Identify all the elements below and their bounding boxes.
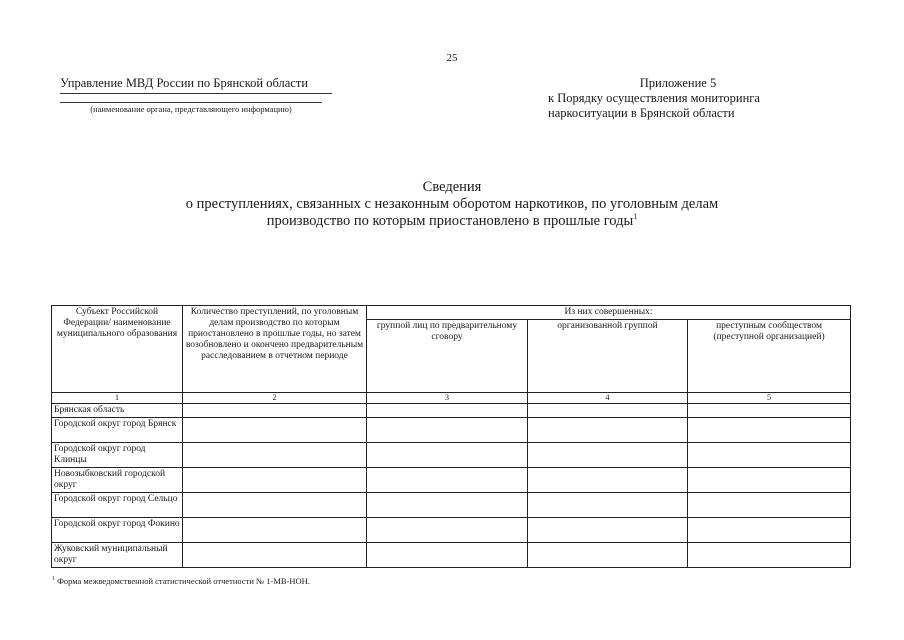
region-name: Новозыбковский городской округ	[52, 468, 183, 493]
value-cell[interactable]	[528, 468, 688, 493]
table-row	[52, 418, 851, 443]
value-cell[interactable]	[528, 518, 688, 543]
col2-header: Количество преступлений, по уголовным делам производство по которым приостановлено в прошлые годы, но затем возобновлено и окончено предварительным расследованием в отчетном периоде	[183, 306, 367, 393]
value-cell[interactable]	[688, 404, 851, 418]
col5-header: преступным сообществом (преступной организацией)	[688, 320, 851, 393]
value-cell[interactable]	[183, 468, 367, 493]
title-line-2: о преступлениях, связанных с незаконным оборотом наркотиков, по уголовным делам	[185, 196, 719, 212]
value-cell[interactable]	[528, 404, 688, 418]
region-name: Городской округ город Клинцы	[52, 443, 183, 468]
value-cell[interactable]	[367, 418, 528, 443]
appendix-block	[548, 76, 788, 121]
footnote	[52, 576, 310, 586]
region-name: Городской округ город Брянск	[52, 418, 183, 443]
region-name: Городской округ город Сельцо	[52, 493, 183, 518]
table-row	[52, 468, 851, 493]
table-row	[52, 518, 851, 543]
data-table	[51, 305, 851, 568]
organization-name: Управление МВД России по Брянской области	[60, 76, 332, 94]
table-row	[52, 404, 851, 418]
value-cell[interactable]	[183, 443, 367, 468]
region-name: Брянская область	[52, 404, 183, 418]
value-cell[interactable]	[688, 468, 851, 493]
appendix-line-2: наркоситуации в Брянской области	[548, 106, 735, 120]
table-row	[52, 493, 851, 518]
value-cell[interactable]	[183, 493, 367, 518]
region-name: Городской округ город Фокино	[52, 518, 183, 543]
col-number: 4	[528, 393, 688, 404]
title-line-3-wrap	[100, 213, 804, 230]
value-cell[interactable]	[528, 543, 688, 568]
title-footnote-mark: 1	[633, 212, 638, 222]
value-cell[interactable]	[528, 418, 688, 443]
col-number: 3	[367, 393, 528, 404]
page-number: 25	[446, 52, 458, 64]
value-cell[interactable]	[688, 518, 851, 543]
col-number: 2	[183, 393, 367, 404]
table-row	[52, 443, 851, 468]
footnote-mark: 1	[52, 576, 55, 583]
col3-header: группой лиц по предварительному сговору	[367, 320, 528, 393]
value-cell[interactable]	[688, 443, 851, 468]
col1-header: Субъект Российской Федерации/ наименование муниципального образования	[52, 306, 183, 393]
header-row	[52, 306, 851, 320]
value-cell[interactable]	[528, 493, 688, 518]
value-cell[interactable]	[367, 443, 528, 468]
value-cell[interactable]	[367, 404, 528, 418]
col-number: 1	[52, 393, 183, 404]
value-cell[interactable]	[183, 543, 367, 568]
value-cell[interactable]	[183, 404, 367, 418]
region-name: Жуковский муниципальный округ	[52, 543, 183, 568]
appendix-title: Приложение 5	[639, 76, 717, 90]
document-title	[100, 179, 804, 230]
column-number-row	[52, 393, 851, 404]
appendix-line-1: к Порядку осуществления мониторинга	[548, 91, 760, 105]
value-cell[interactable]	[183, 418, 367, 443]
title-line-1: Сведения	[422, 179, 482, 195]
value-cell[interactable]	[528, 443, 688, 468]
value-cell[interactable]	[183, 518, 367, 543]
value-cell[interactable]	[367, 468, 528, 493]
value-cell[interactable]	[367, 518, 528, 543]
value-cell[interactable]	[367, 493, 528, 518]
table-row	[52, 543, 851, 568]
col4-header: организованной группой	[528, 320, 688, 393]
value-cell[interactable]	[688, 493, 851, 518]
organization-caption: (наименование органа, представляющего информацию)	[60, 102, 322, 114]
value-cell[interactable]	[688, 543, 851, 568]
value-cell[interactable]	[688, 418, 851, 443]
col-number: 5	[688, 393, 851, 404]
group-header: Из них совершенных:	[367, 306, 851, 320]
title-line-3: производство по которым приостановлено в прошлые годы	[266, 213, 634, 229]
footnote-text: Форма межведомственной статистической отчетности № 1-МВ-НОН.	[57, 576, 310, 586]
value-cell[interactable]	[367, 543, 528, 568]
